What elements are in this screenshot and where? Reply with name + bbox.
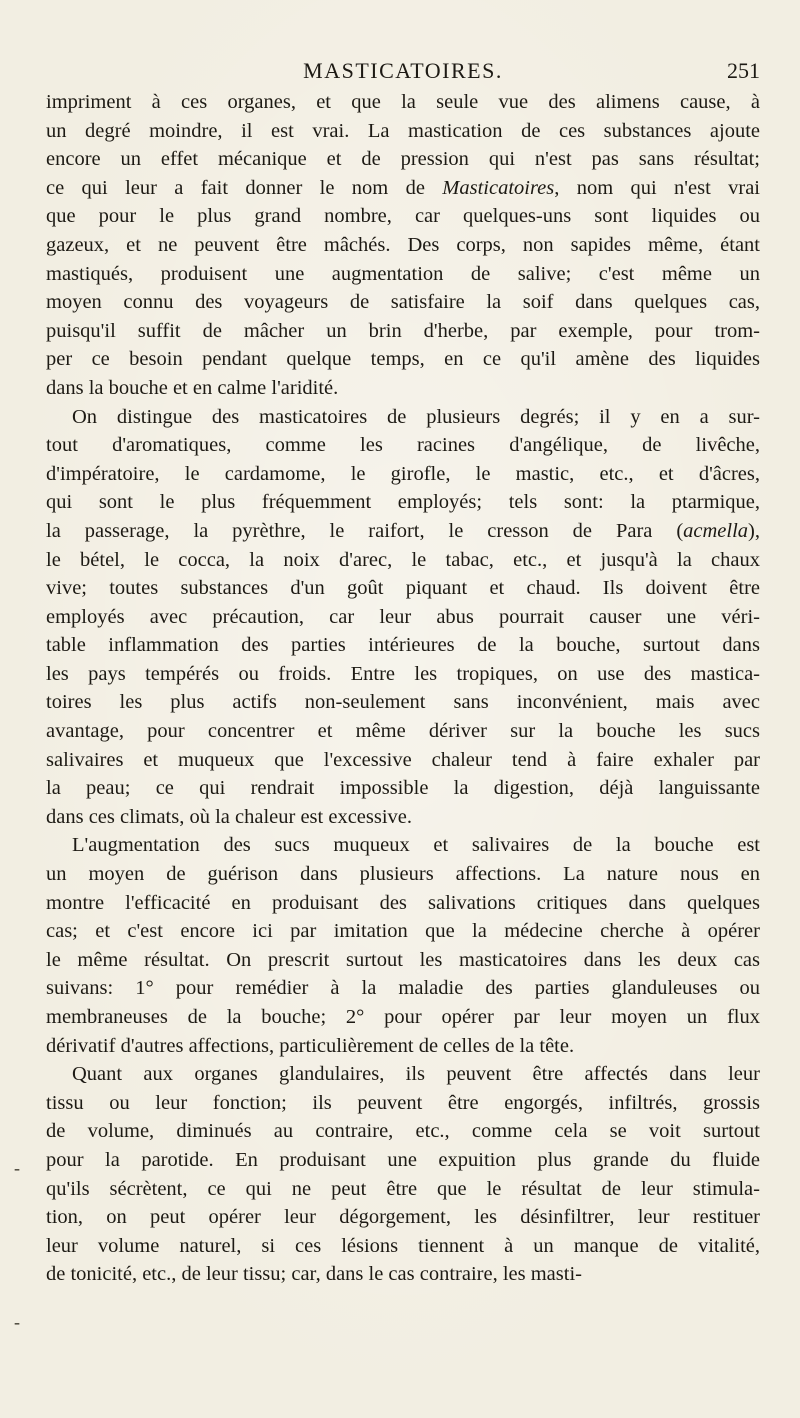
text-line: tout d'aromatiques, comme les racines d'angélique, de livêche,: [46, 434, 760, 457]
text-line: salivaires et muqueux que l'excessive chaleur tend à faire exhaler par: [46, 748, 760, 771]
text-line: de tonicité, etc., de leur tissu; car, dans le cas contraire, les masti-: [46, 1263, 582, 1286]
text-line: [46, 517, 760, 546]
text-line: per ce besoin pendant quelque temps, en ce qu'il amène des liquides: [46, 348, 760, 371]
text-line: toires les plus actifs non-seulement sans inconvénient, mais avec: [46, 691, 760, 714]
text-line: suivans: 1° pour remédier à la maladie des parties glanduleuses ou: [46, 977, 760, 1000]
text-line: cas; et c'est encore ici par imitation que la médecine cherche à opérer: [46, 920, 760, 943]
paragraph: [46, 831, 760, 1060]
margin-mark: -: [14, 1158, 20, 1178]
page-number: 251: [727, 58, 760, 83]
text-line: L'augmentation des sucs muqueux et salivaires de la bouche est: [72, 834, 760, 857]
text-line: table inflammation des parties intérieures de la bouche, surtout dans: [46, 634, 760, 657]
text-line: mastiqués, produisent une augmentation de salive; c'est même un: [46, 262, 760, 285]
running-title: MASTICATOIRES.: [303, 58, 503, 83]
text-line: vive; toutes substances d'un goût piquant et chaud. Ils doivent être: [46, 577, 760, 600]
text-line: le bétel, le cocca, la noix d'arec, le tabac, etc., et jusqu'à la chaux: [46, 548, 760, 571]
text-line: tion, on peut opérer leur dégorgement, les désinfiltrer, leur restituer: [46, 1206, 760, 1229]
text-line: montre l'efficacité en produisant des salivations critiques dans quelques: [46, 891, 760, 914]
text-run: ),: [748, 519, 760, 542]
text-line: membraneuses de la bouche; 2° pour opérer par leur moyen un flux: [46, 1006, 760, 1028]
text-line: que pour le plus grand nombre, car quelques-uns sont liquides ou: [46, 205, 760, 228]
text-line: qu'ils sécrètent, ce qui ne peut être que le résultat de leur stimula-: [46, 1177, 760, 1200]
text-line: les pays tempérés ou froids. Entre les tropiques, on use des mastica-: [46, 662, 760, 685]
text-run: la passerage, la pyrèthre, le raifort, le cresson de Para (: [46, 519, 684, 542]
text-line: pour la parotide. En produisant une expuition plus grande du fluide: [46, 1148, 760, 1171]
text-line: impriment à ces organes, et que la seule vue des alimens cause, à: [46, 91, 760, 113]
text-line: moyen connu des voyageurs de satisfaire la soif dans quelques cas,: [46, 291, 760, 314]
text-line: dans la bouche et en calme l'aridité.: [46, 376, 339, 399]
text-line: tissu ou leur fonction; ils peuvent être engorgés, infiltrés, grossis: [46, 1091, 760, 1114]
text-line: le même résultat. On prescrit surtout les masticatoires dans les deux cas: [46, 948, 760, 971]
running-head: [46, 56, 760, 86]
text-run: , nom qui n'est vrai: [554, 176, 760, 199]
italic-term: Masticatoires: [442, 176, 555, 199]
text-run: ce qui leur a fait donner le nom de: [46, 176, 443, 199]
text-line: employés avec précaution, car leur abus pourrait causer une véri-: [46, 605, 760, 628]
text-line: un moyen de guérison dans plusieurs affections. La nature nous en: [46, 863, 760, 886]
text-line: puisqu'il suffit de mâcher un brin d'herbe, par exemple, pour trom-: [46, 319, 760, 342]
paragraph: [46, 403, 760, 832]
margin-mark: -: [14, 1312, 20, 1332]
text-line: encore un effet mécanique et de pression qui n'est pas sans résultat;: [46, 148, 760, 171]
paragraph: [46, 88, 760, 403]
text-line: qui sont le plus fréquemment employés; tels sont: la ptarmique,: [46, 491, 760, 514]
text-line: avantage, pour concentrer et même dériver sur la bouche les sucs: [46, 720, 760, 743]
text-line: [46, 174, 760, 203]
text-line: dans ces climats, où la chaleur est excessive.: [46, 805, 413, 828]
italic-term: acmella: [683, 519, 749, 542]
text-line: la peau; ce qui rendrait impossible la digestion, déjà languissante: [46, 777, 760, 800]
body-text: [46, 88, 760, 1289]
text-line: d'impératoire, le cardamome, le girofle, le mastic, etc., et d'âcres,: [46, 462, 760, 485]
text-line: gazeux, et ne peuvent être mâchés. Des corps, non sapides même, étant: [46, 233, 760, 256]
text-line: dérivatif d'autres affections, particulièrement de celles de la tête.: [46, 1034, 575, 1057]
text-line: Quant aux organes glandulaires, ils peuvent être affectés dans leur: [72, 1063, 760, 1086]
text-line: On distingue des masticatoires de plusieurs degrés; il y en a sur-: [72, 405, 760, 428]
paragraph: [46, 1060, 760, 1289]
text-line: de volume, diminués au contraire, etc., comme cela se voit surtout: [46, 1120, 760, 1143]
text-line: un degré moindre, il est vrai. La mastication de ces substances ajoute: [46, 119, 760, 142]
text-line: leur volume naturel, si ces lésions tiennent à un manque de vitalité,: [46, 1234, 760, 1257]
